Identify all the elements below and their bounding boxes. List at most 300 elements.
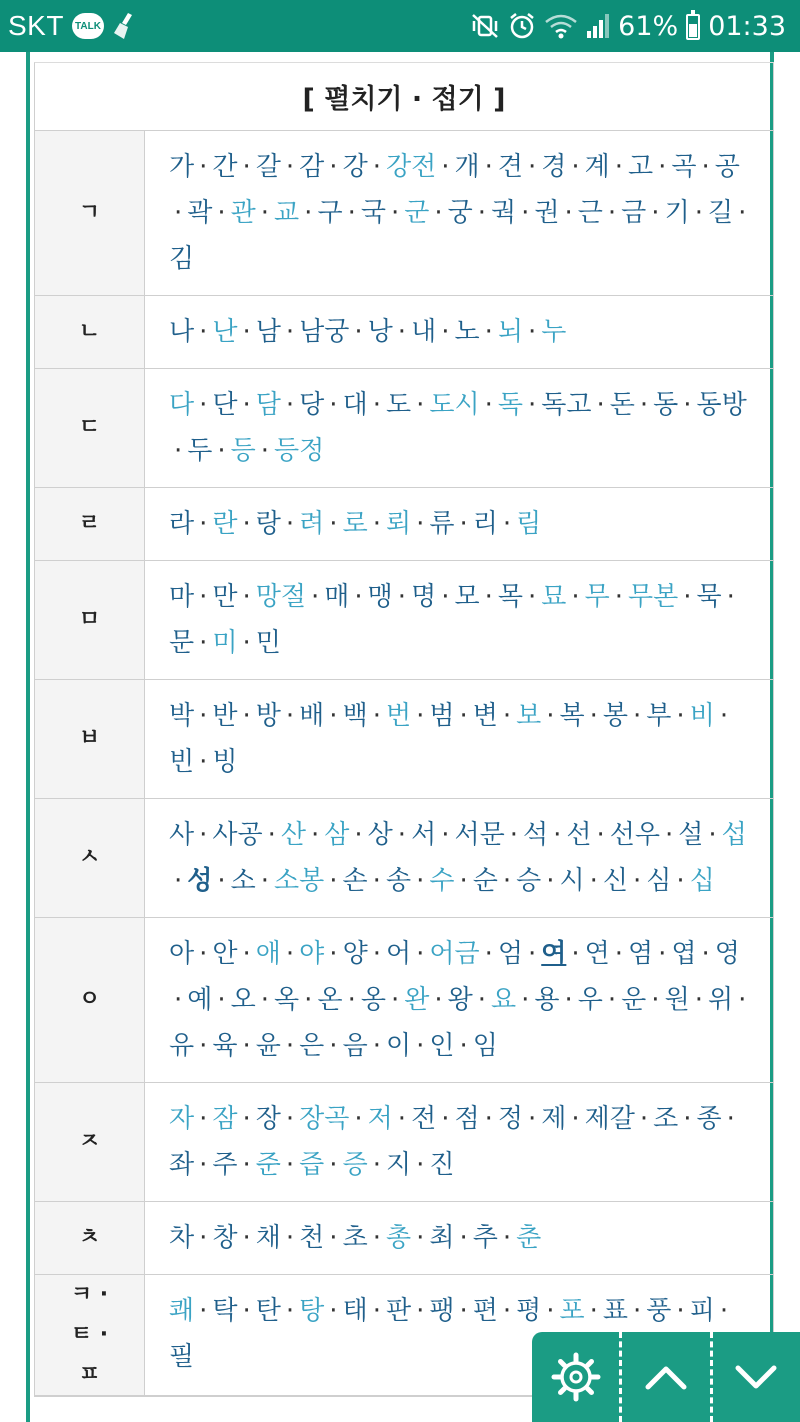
separator-dot: · bbox=[527, 317, 537, 347]
separator-dot: · bbox=[738, 985, 747, 1015]
surname-link[interactable]: 비 bbox=[689, 701, 715, 731]
separator-dot: · bbox=[304, 198, 313, 228]
surname-link[interactable]: 노 bbox=[454, 317, 480, 347]
separator-dot: · bbox=[285, 1031, 295, 1061]
surname-link[interactable]: 독 bbox=[497, 390, 523, 420]
separator-dot: · bbox=[683, 1104, 692, 1134]
separator-dot: · bbox=[199, 390, 208, 420]
surname-link[interactable]: 탁 bbox=[212, 1296, 238, 1326]
floating-action-bar bbox=[532, 1332, 800, 1422]
surname-link[interactable]: 선 bbox=[566, 820, 592, 850]
separator-dot: · bbox=[217, 436, 226, 466]
surname-link[interactable]: 점 bbox=[454, 1104, 480, 1134]
surname-link[interactable]: 박 bbox=[169, 701, 195, 731]
surname-link[interactable]: 유 bbox=[169, 1031, 195, 1061]
surname-links bbox=[145, 1083, 773, 1201]
surname-link[interactable]: 증 bbox=[342, 1150, 368, 1180]
separator-dot: · bbox=[242, 1104, 251, 1134]
surname-link[interactable]: 쾌 bbox=[169, 1296, 195, 1326]
surname-link[interactable]: 왕 bbox=[447, 985, 473, 1015]
surname-link[interactable]: 채 bbox=[255, 1223, 281, 1253]
surname-link[interactable]: 연 bbox=[584, 939, 610, 969]
separator-dot: · bbox=[372, 1031, 381, 1061]
surname-link[interactable]: 등정 bbox=[274, 436, 325, 466]
expand-collapse-toggle[interactable]: [ 펼치기 · 접기 ] bbox=[35, 63, 773, 131]
separator-dot: · bbox=[372, 1296, 381, 1326]
surname-link[interactable]: 서 bbox=[411, 820, 437, 850]
table-row bbox=[35, 369, 773, 488]
surname-link[interactable]: 곡 bbox=[671, 152, 697, 182]
surname-link[interactable]: 서문 bbox=[454, 820, 505, 850]
separator-dot: · bbox=[521, 198, 530, 228]
surname-link[interactable]: 총 bbox=[385, 1223, 412, 1253]
surname-link[interactable]: 창 bbox=[212, 1223, 238, 1253]
separator-dot: · bbox=[372, 509, 381, 539]
separator-dot: · bbox=[199, 701, 208, 731]
surname-link[interactable]: 나 bbox=[169, 317, 195, 347]
consonant-header: ㄱ bbox=[35, 131, 145, 295]
settings-button[interactable] bbox=[532, 1332, 619, 1422]
surname-link[interactable]: 좌 bbox=[169, 1150, 195, 1180]
surname-links bbox=[145, 369, 773, 487]
separator-dot: · bbox=[509, 820, 518, 850]
surname-link[interactable]: 종 bbox=[696, 1104, 722, 1134]
surname-link[interactable]: 목 bbox=[497, 582, 523, 612]
surname-link[interactable]: 권 bbox=[534, 198, 560, 228]
surname-link[interactable]: 류 bbox=[429, 509, 455, 539]
separator-dot: · bbox=[347, 198, 356, 228]
surname-link[interactable]: 기 bbox=[664, 198, 690, 228]
surname-link[interactable]: 견 bbox=[497, 152, 523, 182]
separator-dot: · bbox=[434, 985, 443, 1015]
separator-dot: · bbox=[607, 198, 617, 228]
surname-link[interactable]: 차 bbox=[169, 1223, 195, 1253]
surname-link[interactable]: 맹 bbox=[367, 582, 393, 612]
separator-dot: · bbox=[614, 152, 624, 182]
surname-link[interactable]: 염 bbox=[628, 939, 654, 969]
surname-link[interactable]: 애 bbox=[255, 939, 281, 969]
separator-dot: · bbox=[633, 701, 642, 731]
surname-link[interactable]: 도 bbox=[385, 390, 412, 420]
separator-dot: · bbox=[199, 509, 208, 539]
chevron-up-icon bbox=[644, 1362, 688, 1392]
surname-link[interactable]: 번 bbox=[385, 701, 412, 731]
surname-link[interactable]: 등 bbox=[230, 436, 256, 466]
surname-link[interactable]: 심 bbox=[646, 866, 672, 896]
table-row bbox=[35, 296, 773, 369]
surname-link[interactable]: 궉 bbox=[491, 198, 517, 228]
separator-dot: · bbox=[242, 1223, 251, 1253]
separator-dot: · bbox=[199, 582, 208, 612]
separator-dot: · bbox=[459, 1031, 468, 1061]
surname-link[interactable]: 선우 bbox=[609, 820, 660, 850]
kakaotalk-notification-icon bbox=[72, 13, 104, 39]
scroll-up-button[interactable] bbox=[619, 1332, 709, 1422]
surname-link[interactable]: 시 bbox=[559, 866, 585, 896]
surname-link[interactable]: 주 bbox=[212, 1150, 238, 1180]
surname-link[interactable]: 경 bbox=[541, 152, 567, 182]
separator-dot: · bbox=[285, 701, 295, 731]
separator-dot: · bbox=[633, 1296, 642, 1326]
surname-link[interactable]: 즙 bbox=[299, 1150, 325, 1180]
surname-link[interactable]: 매 bbox=[324, 582, 350, 612]
separator-dot: · bbox=[311, 582, 320, 612]
surname-link[interactable]: 정 bbox=[497, 1104, 523, 1134]
surname-link[interactable]: 초 bbox=[342, 1223, 368, 1253]
surname-link[interactable]: 오 bbox=[230, 985, 256, 1015]
vibrate-mute-icon bbox=[470, 12, 500, 40]
surname-link[interactable]: 여 bbox=[541, 939, 567, 969]
surname-link[interactable]: 무본 bbox=[628, 582, 679, 612]
surname-link[interactable]: 대 bbox=[342, 390, 368, 420]
separator-dot: · bbox=[459, 1223, 468, 1253]
surname-link[interactable]: 영 bbox=[714, 939, 740, 969]
battery-percent: 61% bbox=[618, 10, 679, 42]
separator-dot: · bbox=[174, 436, 183, 466]
surname-link[interactable]: 소 bbox=[230, 866, 256, 896]
surname-link[interactable]: 아 bbox=[169, 939, 195, 969]
separator-dot: · bbox=[372, 1223, 381, 1253]
table-row bbox=[35, 680, 773, 799]
surname-link[interactable]: 옹 bbox=[360, 985, 386, 1015]
surname-link[interactable]: 봉 bbox=[602, 701, 629, 731]
separator-dot: · bbox=[199, 820, 208, 850]
surname-link[interactable]: 빈 bbox=[169, 747, 195, 777]
surname-link[interactable]: 랑 bbox=[255, 509, 281, 539]
surname-link[interactable]: 망절 bbox=[255, 582, 307, 612]
surname-link[interactable]: 갈 bbox=[255, 152, 281, 182]
surname-link[interactable]: 가 bbox=[169, 152, 195, 182]
broom-icon bbox=[112, 11, 138, 41]
surname-link[interactable]: 팽 bbox=[429, 1296, 455, 1326]
surname-link[interactable]: 엄 bbox=[497, 939, 523, 969]
surname-link[interactable]: 요 bbox=[491, 985, 517, 1015]
surname-link[interactable]: 육 bbox=[212, 1031, 238, 1061]
surname-link[interactable]: 섭 bbox=[721, 820, 747, 850]
surname-link[interactable]: 금 bbox=[621, 198, 647, 228]
surname-link[interactable]: 잠 bbox=[212, 1104, 238, 1134]
separator-dot: · bbox=[174, 198, 183, 228]
surname-link[interactable]: 백 bbox=[342, 701, 368, 731]
surname-link[interactable]: 피 bbox=[689, 1296, 715, 1326]
surname-link[interactable]: 포 bbox=[559, 1296, 585, 1326]
separator-dot: · bbox=[354, 1104, 363, 1134]
separator-dot: · bbox=[397, 1104, 407, 1134]
separator-dot: · bbox=[416, 939, 425, 969]
separator-dot: · bbox=[651, 985, 660, 1015]
separator-dot: · bbox=[217, 866, 226, 896]
separator-dot: · bbox=[502, 509, 512, 539]
surname-link[interactable]: 탕 bbox=[299, 1296, 325, 1326]
surname-link[interactable]: 범 bbox=[429, 701, 455, 731]
gear-icon bbox=[550, 1351, 602, 1403]
surname-link[interactable]: 라 bbox=[169, 509, 195, 539]
consonant-header: ㄷ bbox=[35, 369, 145, 487]
separator-dot: · bbox=[694, 198, 703, 228]
surname-link[interactable]: 제 bbox=[541, 1104, 567, 1134]
separator-dot: · bbox=[242, 701, 251, 731]
surname-link[interactable]: 어금 bbox=[429, 939, 480, 969]
surname-link[interactable]: 자 bbox=[169, 1104, 195, 1134]
separator-dot: · bbox=[694, 985, 703, 1015]
separator-dot: · bbox=[199, 1031, 208, 1061]
surname-link[interactable]: 제갈 bbox=[584, 1104, 635, 1134]
surname-link[interactable]: 천 bbox=[299, 1223, 325, 1253]
consonant-header: ㄴ bbox=[35, 296, 145, 368]
consonant-header: ㅅ bbox=[35, 799, 145, 917]
surname-link[interactable]: 성 bbox=[187, 866, 213, 896]
separator-dot: · bbox=[329, 1296, 338, 1326]
surname-link[interactable]: 로 bbox=[342, 509, 368, 539]
surname-link[interactable]: 당 bbox=[299, 390, 325, 420]
separator-dot: · bbox=[329, 1150, 338, 1180]
separator-dot: · bbox=[719, 1296, 729, 1326]
separator-dot: · bbox=[564, 985, 573, 1015]
separator-dot: · bbox=[521, 985, 530, 1015]
surname-link[interactable]: 십 bbox=[689, 866, 715, 896]
surname-link[interactable]: 예 bbox=[187, 985, 213, 1015]
surname-link[interactable]: 남궁 bbox=[299, 317, 350, 347]
surname-link[interactable]: 감 bbox=[299, 152, 325, 182]
separator-dot: · bbox=[242, 509, 251, 539]
surname-link[interactable]: 남 bbox=[255, 317, 281, 347]
surname-link[interactable]: 석 bbox=[522, 820, 549, 850]
surname-link[interactable]: 어 bbox=[385, 939, 412, 969]
surname-link[interactable]: 표 bbox=[602, 1296, 629, 1326]
surname-link[interactable]: 두 bbox=[187, 436, 213, 466]
chevron-down-icon bbox=[734, 1362, 778, 1392]
surname-link[interactable]: 준 bbox=[255, 1150, 281, 1180]
surname-link[interactable]: 낭 bbox=[367, 317, 393, 347]
surname-link[interactable]: 길 bbox=[707, 198, 734, 228]
surname-link[interactable]: 인 bbox=[429, 1031, 455, 1061]
surname-link[interactable]: 궁 bbox=[447, 198, 473, 228]
surname-link[interactable]: 김 bbox=[169, 244, 195, 274]
surname-link[interactable]: 뢰 bbox=[385, 509, 412, 539]
separator-dot: · bbox=[416, 866, 425, 896]
surname-link[interactable]: 구 bbox=[317, 198, 343, 228]
surname-link[interactable]: 사공 bbox=[212, 820, 263, 850]
surname-link[interactable]: 무 bbox=[584, 582, 610, 612]
surname-link[interactable]: 명 bbox=[411, 582, 437, 612]
separator-dot: · bbox=[589, 866, 598, 896]
surname-link[interactable]: 묘 bbox=[541, 582, 567, 612]
surname-link[interactable]: 승 bbox=[516, 866, 542, 896]
surname-link[interactable]: 동방 bbox=[696, 390, 747, 420]
surname-link[interactable]: 원 bbox=[664, 985, 690, 1015]
surname-link[interactable]: 단 bbox=[212, 390, 238, 420]
surname-link[interactable]: 평 bbox=[516, 1296, 542, 1326]
surname-link[interactable]: 미 bbox=[212, 628, 238, 658]
separator-dot: · bbox=[260, 436, 270, 466]
surname-link[interactable]: 옥 bbox=[274, 985, 300, 1015]
surname-link[interactable]: 다 bbox=[169, 390, 195, 420]
separator-dot: · bbox=[676, 701, 685, 731]
surname-link[interactable]: 은 bbox=[299, 1031, 325, 1061]
table-row bbox=[35, 131, 773, 296]
surname-link[interactable]: 장 bbox=[255, 1104, 281, 1134]
page-content bbox=[0, 52, 800, 1422]
surname-link[interactable]: 도시 bbox=[429, 390, 480, 420]
surname-link[interactable]: 온 bbox=[317, 985, 343, 1015]
surname-link[interactable]: 민 bbox=[255, 628, 281, 658]
surname-link[interactable]: 저 bbox=[367, 1104, 393, 1134]
separator-dot: · bbox=[397, 820, 407, 850]
separator-dot: · bbox=[607, 985, 617, 1015]
surname-link[interactable]: 공 bbox=[714, 152, 740, 182]
separator-dot: · bbox=[502, 1223, 512, 1253]
surname-link[interactable]: 강 bbox=[342, 152, 368, 182]
surname-link[interactable]: 신 bbox=[602, 866, 629, 896]
separator-dot: · bbox=[527, 939, 537, 969]
separator-dot: · bbox=[527, 390, 537, 420]
separator-dot: · bbox=[459, 509, 468, 539]
surname-link[interactable]: 부 bbox=[646, 701, 672, 731]
surname-link[interactable]: 변 bbox=[472, 701, 498, 731]
surname-link[interactable]: 묵 bbox=[696, 582, 722, 612]
surname-link[interactable]: 윤 bbox=[255, 1031, 281, 1061]
surname-link[interactable]: 우 bbox=[577, 985, 603, 1015]
separator-dot: · bbox=[589, 701, 598, 731]
surname-link[interactable]: 송 bbox=[385, 866, 412, 896]
separator-dot: · bbox=[174, 985, 183, 1015]
surname-link[interactable]: 배 bbox=[299, 701, 325, 731]
surname-link[interactable]: 계 bbox=[584, 152, 610, 182]
separator-dot: · bbox=[242, 1031, 251, 1061]
surname-links bbox=[145, 799, 773, 917]
surname-link[interactable]: 리 bbox=[472, 509, 498, 539]
surname-link[interactable]: 동 bbox=[653, 390, 679, 420]
surname-link[interactable]: 임 bbox=[472, 1031, 498, 1061]
surname-link[interactable]: 삼 bbox=[324, 820, 350, 850]
surname-link[interactable]: 음 bbox=[342, 1031, 368, 1061]
surname-link[interactable]: 손 bbox=[342, 866, 368, 896]
surname-link[interactable]: 방 bbox=[255, 701, 281, 731]
surname-link[interactable]: 교 bbox=[274, 198, 300, 228]
separator-dot: · bbox=[372, 152, 381, 182]
separator-dot: · bbox=[633, 866, 642, 896]
surname-link[interactable]: 지 bbox=[385, 1150, 412, 1180]
separator-dot: · bbox=[484, 152, 493, 182]
surname-link[interactable]: 개 bbox=[454, 152, 480, 182]
surname-link[interactable]: 뇌 bbox=[497, 317, 523, 347]
surname-link[interactable]: 전 bbox=[411, 1104, 437, 1134]
surname-link[interactable]: 림 bbox=[516, 509, 542, 539]
surname-link[interactable]: 상 bbox=[367, 820, 393, 850]
surname-link[interactable]: 완 bbox=[404, 985, 430, 1015]
surname-link[interactable]: 담 bbox=[255, 390, 281, 420]
separator-dot: · bbox=[285, 152, 295, 182]
surname-link[interactable]: 필 bbox=[169, 1342, 195, 1372]
surname-link[interactable]: 엽 bbox=[671, 939, 697, 969]
consonant-header: ㅊ bbox=[35, 1202, 145, 1274]
surname-link[interactable]: 고 bbox=[628, 152, 654, 182]
surname-link[interactable]: 국 bbox=[360, 198, 386, 228]
surname-link[interactable]: 려 bbox=[299, 509, 325, 539]
wifi-icon bbox=[544, 12, 578, 40]
separator-dot: · bbox=[441, 820, 450, 850]
separator-dot: · bbox=[329, 509, 338, 539]
separator-dot: · bbox=[553, 820, 562, 850]
surname-link[interactable]: 반 bbox=[212, 701, 238, 731]
surname-link[interactable]: 운 bbox=[621, 985, 647, 1015]
surname-link[interactable]: 독고 bbox=[541, 390, 592, 420]
separator-dot: · bbox=[527, 582, 537, 612]
surname-link[interactable]: 최 bbox=[429, 1223, 455, 1253]
surname-link[interactable]: 조 bbox=[653, 1104, 679, 1134]
separator-dot: · bbox=[311, 820, 320, 850]
surname-link[interactable]: 장곡 bbox=[299, 1104, 350, 1134]
surname-link[interactable]: 문 bbox=[169, 628, 195, 658]
surname-link[interactable]: 태 bbox=[342, 1296, 368, 1326]
surname-link[interactable]: 안 bbox=[212, 939, 238, 969]
surname-link[interactable]: 곽 bbox=[187, 198, 213, 228]
separator-dot: · bbox=[441, 152, 450, 182]
surname-link[interactable]: 강전 bbox=[385, 152, 437, 182]
separator-dot: · bbox=[658, 152, 667, 182]
separator-dot: · bbox=[285, 390, 295, 420]
surname-link[interactable]: 용 bbox=[534, 985, 560, 1015]
surname-link[interactable]: 위 bbox=[707, 985, 734, 1015]
surname-link[interactable]: 내 bbox=[411, 317, 437, 347]
surname-link[interactable]: 만 bbox=[212, 582, 238, 612]
separator-dot: · bbox=[639, 1104, 649, 1134]
surname-link[interactable]: 순 bbox=[472, 866, 498, 896]
surname-link[interactable]: 야 bbox=[299, 939, 325, 969]
separator-dot: · bbox=[484, 939, 493, 969]
surname-link[interactable]: 설 bbox=[678, 820, 704, 850]
surname-link[interactable]: 진 bbox=[429, 1150, 455, 1180]
separator-dot: · bbox=[658, 939, 667, 969]
separator-dot: · bbox=[329, 866, 338, 896]
surname-link[interactable]: 이 bbox=[385, 1031, 412, 1061]
surname-link[interactable]: 마 bbox=[169, 582, 195, 612]
separator-dot: · bbox=[726, 1104, 735, 1134]
surname-link[interactable]: 군 bbox=[404, 198, 430, 228]
surname-link[interactable]: 돈 bbox=[609, 390, 635, 420]
surname-link[interactable]: 사 bbox=[169, 820, 195, 850]
scroll-down-button[interactable] bbox=[710, 1332, 800, 1422]
consonant-header: ㅁ bbox=[35, 561, 145, 679]
surname-link[interactable]: 모 bbox=[454, 582, 480, 612]
surname-link[interactable]: 풍 bbox=[646, 1296, 672, 1326]
surname-link[interactable]: 추 bbox=[472, 1223, 498, 1253]
separator-dot: · bbox=[267, 820, 276, 850]
separator-dot: · bbox=[416, 1223, 425, 1253]
surname-link[interactable]: 난 bbox=[212, 317, 238, 347]
surname-link[interactable]: 소봉 bbox=[274, 866, 325, 896]
surname-link[interactable]: 간 bbox=[212, 152, 238, 182]
surname-link[interactable]: 누 bbox=[541, 317, 567, 347]
surname-link[interactable]: 춘 bbox=[516, 1223, 542, 1253]
surname-link[interactable]: 판 bbox=[385, 1296, 412, 1326]
surname-link[interactable]: 보 bbox=[516, 701, 542, 731]
surname-link[interactable]: 복 bbox=[559, 701, 585, 731]
surname-link[interactable]: 란 bbox=[212, 509, 238, 539]
separator-dot: · bbox=[459, 866, 468, 896]
surname-link[interactable]: 수 bbox=[429, 866, 455, 896]
separator-dot: · bbox=[441, 582, 450, 612]
surname-link[interactable]: 편 bbox=[472, 1296, 498, 1326]
surname-link[interactable]: 근 bbox=[577, 198, 603, 228]
surname-link[interactable]: 산 bbox=[280, 820, 307, 850]
separator-dot: · bbox=[242, 1296, 251, 1326]
surname-link[interactable]: 관 bbox=[230, 198, 256, 228]
surname-link[interactable]: 양 bbox=[342, 939, 368, 969]
clock: 01:33 bbox=[708, 10, 786, 42]
surname-link[interactable]: 빙 bbox=[212, 747, 238, 777]
surname-link[interactable]: 탄 bbox=[255, 1296, 281, 1326]
